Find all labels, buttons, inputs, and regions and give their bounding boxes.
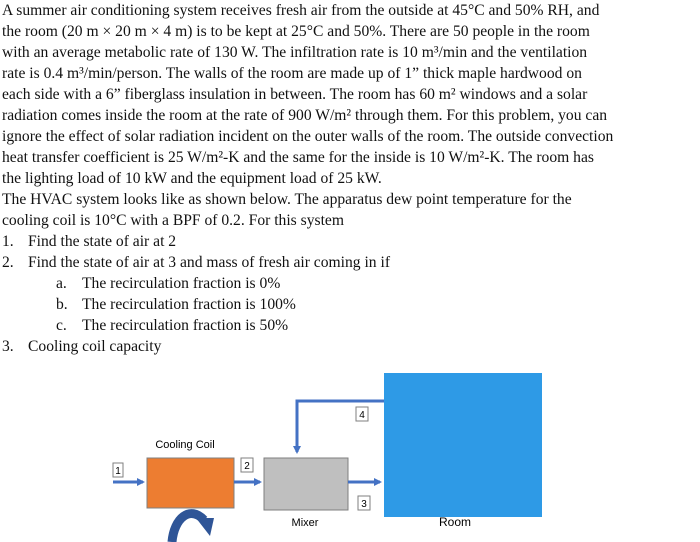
question-number: 1. [2, 233, 14, 250]
question-number: b. [56, 296, 68, 313]
recirculation-line [297, 401, 384, 452]
mixer-box [264, 458, 348, 510]
state-2-label: 2 [244, 461, 250, 472]
problem-statement [2, 0, 692, 231]
question-text: Find the state of air at 3 and mass of fresh air coming in if [28, 254, 391, 271]
question-2b [56, 294, 296, 315]
question-number: 3. [2, 338, 14, 355]
question-1 [2, 231, 176, 252]
cooling-coil-label: Cooling Coil [155, 439, 215, 451]
problem-line: each side with a 6” fiberglass insulation in between. The room has 60 m² windows and a solar [2, 86, 588, 103]
problem-line: heat transfer coefficient is 25 W/m²-K and the same for the inside is 10 W/m²-K. The room has [2, 149, 594, 166]
question-3 [2, 336, 161, 357]
question-text: The recirculation fraction is 0% [82, 275, 281, 292]
state-1-label: 1 [115, 466, 121, 477]
question-number: a. [56, 275, 67, 292]
cooling-coil-box [147, 458, 234, 508]
curved-arrow-icon [172, 514, 204, 542]
hvac-diagram [0, 360, 700, 542]
question-2c [56, 315, 288, 336]
state-3-label: 3 [361, 499, 367, 510]
question-text: The recirculation fraction is 50% [82, 317, 289, 334]
state-4-label: 4 [359, 410, 365, 421]
question-2 [2, 252, 390, 273]
room-box [384, 373, 542, 517]
problem-line: the lighting load of 10 kW and the equipment load of 25 kW. [2, 170, 382, 187]
problem-line: ignore the effect of solar radiation incident on the outer walls of the room. The outside convection [2, 128, 614, 145]
curved-arrow-head [196, 518, 214, 536]
problem-line: cooling coil is 10°C with a BPF of 0.2. For this system [2, 212, 344, 229]
question-number: 2. [2, 254, 14, 271]
question-number: c. [56, 317, 67, 334]
problem-line: rate is 0.4 m³/min/person. The walls of the room are made up of 1” thick maple hardwood on [2, 65, 582, 82]
problem-line: the room (20 m × 20 m × 4 m) is to be kept at 25°C and 50%. There are 50 people in the room [2, 23, 590, 40]
problem-line: A summer air conditioning system receives fresh air from the outside at 45°C and 50% RH, and [2, 2, 600, 19]
question-text: Cooling coil capacity [28, 338, 162, 355]
question-text: The recirculation fraction is 100% [82, 296, 296, 313]
question-2a [56, 273, 280, 294]
room-label: Room [438, 515, 472, 529]
question-text: Find the state of air at 2 [28, 233, 177, 250]
mixer-label: Mixer [291, 517, 319, 529]
problem-line: radiation comes inside the room at the rate of 900 W/m² through them. For this problem, you can [2, 107, 608, 124]
problem-line: with an average metabolic rate of 130 W. The infiltration rate is 10 m³/min and the ventilation [2, 44, 588, 61]
problem-line: The HVAC system looks like as shown below. The apparatus dew point temperature for the [2, 191, 572, 208]
